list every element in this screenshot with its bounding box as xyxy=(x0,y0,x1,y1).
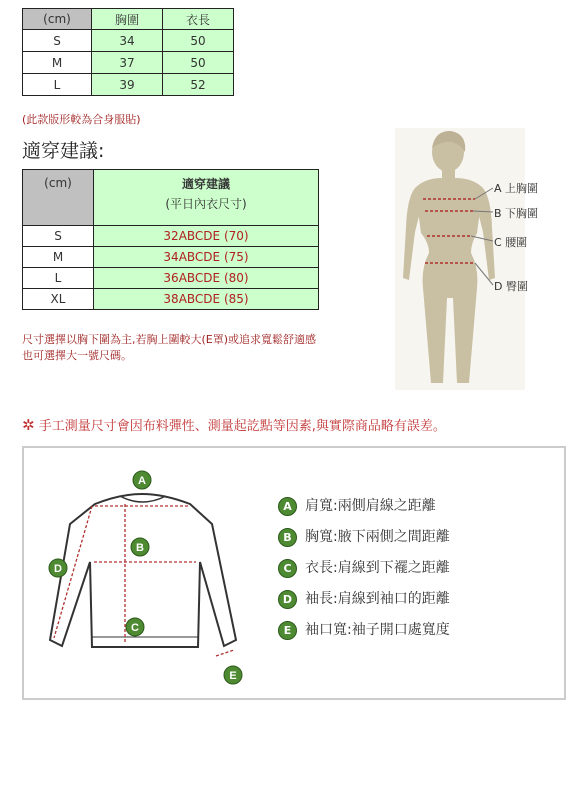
size-cell: 37 xyxy=(92,52,163,74)
figure-label-letter: A xyxy=(494,182,502,195)
advice-line: 也可選擇大一號尺碼。 xyxy=(22,349,132,362)
size-cell: 50 xyxy=(163,30,234,52)
legend-row-d: D 袖長:肩線到袖口的距離 xyxy=(278,588,450,610)
legend-desc: 肩線到下襬之距離 xyxy=(337,560,450,576)
body-figure xyxy=(395,128,555,390)
legend-name: 肩寬 xyxy=(305,498,333,514)
figure-label-letter: B xyxy=(494,207,502,220)
size-table xyxy=(22,8,234,96)
marker-a xyxy=(133,471,151,489)
legend-name: 袖長 xyxy=(305,591,333,607)
size-cell: S xyxy=(23,30,92,52)
figure-label-letter: D xyxy=(494,280,503,293)
recommend-value: 36ABCDE (80) xyxy=(94,268,319,289)
size-cell: 52 xyxy=(163,74,234,96)
marker-e xyxy=(224,666,242,684)
legend-desc: 肩線到袖口的距離 xyxy=(337,591,450,607)
recommend-value: 38ABCDE (85) xyxy=(94,289,319,310)
figure-label-text: 腰圍 xyxy=(505,236,528,249)
marker-c xyxy=(126,618,144,636)
legend-row-b: B 胸寬:腋下兩側之間距離 xyxy=(278,526,450,548)
legend-desc: 腋下兩側之間距離 xyxy=(337,529,450,545)
figure-label-text: 臀圍 xyxy=(505,280,528,293)
legend-letter: E xyxy=(278,621,297,640)
figure-label-d xyxy=(494,278,528,294)
figure-label-letter: C xyxy=(494,236,502,249)
svg-text:E: E xyxy=(229,670,237,682)
fit-note: (此款版形較為合身服貼) xyxy=(22,113,141,126)
legend-row-e: E 袖口寬:袖子開口處寬度 xyxy=(278,619,450,641)
disclaimer xyxy=(22,415,446,434)
recommend-value: 32ABCDE (70) xyxy=(94,226,319,247)
figure-label-text: 下胸圍 xyxy=(505,207,539,220)
legend-letter: B xyxy=(278,528,297,547)
size-table-header-chest: 胸圍 xyxy=(92,9,163,30)
recommend-header xyxy=(94,170,319,226)
size-cell: M xyxy=(23,52,92,74)
marker-d xyxy=(49,559,67,577)
legend-letter: A xyxy=(278,497,297,516)
asterisk-icon: ✲ xyxy=(22,416,35,434)
size-cell: L xyxy=(23,74,92,96)
size-cell: 39 xyxy=(92,74,163,96)
disclaimer-text: 手工測量尺寸會因布料彈性、測量起訖點等因素,與實際商品略有誤差。 xyxy=(38,419,446,434)
legend-desc: 袖子開口處寬度 xyxy=(351,622,450,638)
legend-row-a: A 肩寬:兩側肩線之距離 xyxy=(278,495,436,517)
svg-text:B: B xyxy=(136,542,144,554)
recommend-size: L xyxy=(23,268,94,289)
size-table-header-unit: (cm) xyxy=(23,9,92,30)
recommend-size: XL xyxy=(23,289,94,310)
figure-label-c xyxy=(494,234,527,250)
legend-letter: D xyxy=(278,590,297,609)
figure-label-text: 上胸圍 xyxy=(505,182,539,195)
recommend-size: M xyxy=(23,247,94,268)
legend-name: 衣長 xyxy=(305,560,333,576)
marker-b xyxy=(131,538,149,556)
sweater-diagram xyxy=(40,462,255,692)
recommend-header-sub: (平日內衣尺寸) xyxy=(165,197,247,211)
legend-name: 胸寬 xyxy=(305,529,333,545)
size-cell: 50 xyxy=(163,52,234,74)
recommend-header-title: 適穿建議 xyxy=(181,177,230,191)
recommend-table xyxy=(22,169,319,310)
size-cell: 34 xyxy=(92,30,163,52)
recommend-heading: 適穿建議: xyxy=(22,140,105,162)
size-table-header-length: 衣長 xyxy=(163,9,234,30)
line-cuff xyxy=(216,650,234,656)
legend-letter: C xyxy=(278,559,297,578)
svg-text:D: D xyxy=(54,563,62,575)
svg-text:A: A xyxy=(138,475,146,487)
legend-row-c: C 衣長:肩線到下襬之距離 xyxy=(278,557,450,579)
figure-label-b xyxy=(494,205,538,221)
advice-text xyxy=(22,332,316,364)
recommend-value: 34ABCDE (75) xyxy=(94,247,319,268)
advice-line: 尺寸選擇以胸下圍為主,若胸上圍較大(E罩)或追求寬鬆舒適感 xyxy=(22,333,317,346)
recommend-header-unit: (cm) xyxy=(23,170,94,226)
svg-text:C: C xyxy=(131,622,139,634)
recommend-size: S xyxy=(23,226,94,247)
legend-name: 袖口寬 xyxy=(305,622,347,638)
figure-label-a xyxy=(494,180,538,196)
legend-desc: 兩側肩線之距離 xyxy=(337,498,436,514)
